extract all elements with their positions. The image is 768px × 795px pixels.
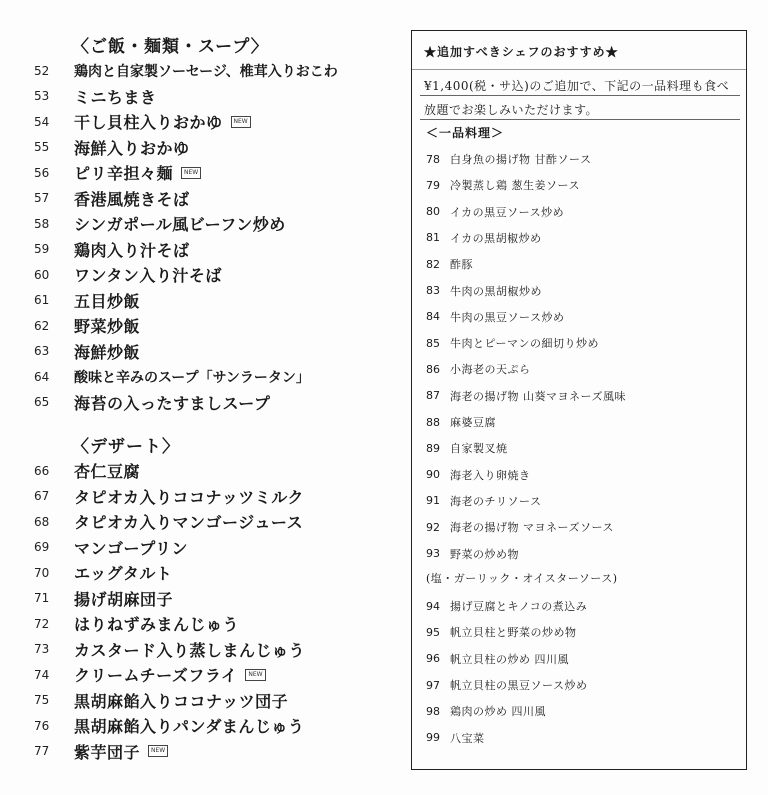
chef-item-row [426, 359, 531, 379]
menu-item-row [34, 186, 190, 211]
chef-item-number: 95 [426, 625, 440, 639]
menu-item-row [34, 611, 239, 636]
chef-item-row [426, 307, 564, 327]
menu-item-name: エッグタルト [74, 564, 173, 583]
chef-item-row [426, 491, 541, 511]
chef-item-row [426, 596, 587, 616]
chef-subheading-a-la-carte: ＜一品料理＞ [426, 126, 505, 140]
chef-item-row [426, 254, 473, 274]
chef-item-row [426, 649, 569, 669]
menu-item-number: 71 [34, 591, 50, 605]
menu-item-name: はりねずみまんじゅう [74, 615, 240, 634]
menu-item-row [34, 160, 201, 185]
new-badge: NEW [245, 669, 265, 681]
chef-item-number: 84 [426, 310, 440, 324]
chef-item-number: 82 [426, 257, 440, 271]
section-heading-dessert: 〈デザート〉 [72, 437, 180, 457]
chef-item-name: 帆立貝柱の黒豆ソース炒め [450, 679, 588, 692]
menu-item-name: カスタード入り蒸しまんじゅう [74, 640, 306, 660]
chef-item-number: 90 [426, 468, 440, 482]
menu-item-row [34, 288, 140, 313]
chef-item-name: 海老の揚げ物 マヨネーズソース [450, 521, 614, 535]
chef-item-name: 野菜の炒め物 [450, 547, 519, 561]
chef-item-row [426, 701, 546, 721]
chef-item-number: 88 [426, 415, 440, 429]
menu-item-name: 海鮮炒飯 [74, 342, 141, 362]
chef-item-row [426, 175, 580, 195]
menu-item-row [34, 560, 172, 585]
chef-desc-underline-2 [420, 119, 740, 120]
chef-item-name: 麻婆豆腐 [450, 416, 496, 429]
chef-item-number: 80 [426, 205, 440, 219]
chef-item-name: イカの黒胡椒炒め [450, 231, 542, 245]
menu-item-row [34, 484, 304, 509]
menu-item-number: 73 [34, 642, 50, 656]
menu-item-name: ピリ辛担々麺 [74, 164, 174, 183]
chef-item-number: 86 [426, 362, 440, 376]
menu-item-name: シンガポール風ビーフン炒め [74, 215, 286, 234]
menu-item-row [34, 586, 173, 611]
chef-item-row [426, 544, 519, 564]
chef-item-number: 83 [426, 284, 440, 297]
menu-item-name: 五目炒飯 [74, 291, 141, 311]
menu-item-number: 52 [34, 63, 50, 78]
chef-item-number: 85 [426, 336, 440, 350]
menu-item-number: 59 [34, 242, 50, 256]
chef-item-row [426, 438, 508, 458]
menu-item-number: 77 [34, 744, 50, 758]
chef-item-name: 牛肉の黒胡椒炒め [450, 284, 542, 298]
chef-item-row [426, 149, 591, 169]
menu-item-number: 74 [34, 667, 50, 682]
chef-item-name: 牛肉の黒豆ソース炒め [450, 310, 565, 324]
menu-item-row [34, 509, 303, 534]
section-heading-rice-noodles-soup: 〈ご飯・麺類・スープ〉 [72, 37, 269, 57]
chef-item-number: 87 [426, 389, 440, 403]
chef-item-name: 帆立貝柱の炒め 四川風 [450, 652, 569, 666]
chef-item-number: 98 [426, 704, 440, 718]
chef-desc-underline-1 [420, 95, 740, 96]
chef-recommendation-box [411, 30, 747, 770]
menu-item-name: マンゴープリン [74, 538, 189, 558]
menu-item-row [34, 84, 157, 109]
menu-item-number: 72 [34, 616, 50, 631]
chef-item-number: 92 [426, 520, 440, 534]
menu-item-row [34, 109, 251, 134]
chef-item-93-note: (塩・ガーリック・オイスターソース) [426, 571, 618, 585]
chef-item-number: 79 [426, 178, 440, 192]
menu-item-row [34, 662, 266, 687]
menu-item-name: ミニちまき [74, 87, 157, 107]
new-badge: NEW [231, 116, 251, 128]
menu-item-name: 杏仁豆腐 [74, 462, 141, 481]
menu-item-name: タピオカ入りマンゴージュース [74, 513, 304, 532]
chef-item-name: 海老の揚げ物 山葵マヨネーズ風味 [450, 389, 626, 403]
menu-item-name: 香港風焼きそば [74, 189, 190, 209]
menu-item-name: 紫芋団子 [74, 742, 141, 762]
menu-item-number: 55 [34, 140, 50, 154]
menu-item-name: 鶏肉と自家製ソーセージ、椎茸入りおこわ [74, 63, 338, 80]
menu-item-name: 野菜炒飯 [74, 317, 141, 336]
menu-item-row [34, 739, 168, 764]
menu-item-number: 69 [34, 540, 50, 554]
new-badge: NEW [181, 167, 201, 179]
chef-item-name: 冷製蒸し鶏 葱生姜ソース [450, 179, 580, 193]
chef-item-row [426, 386, 626, 406]
menu-item-row [34, 713, 304, 738]
chef-item-number: 93 [426, 547, 440, 560]
chef-item-number: 81 [426, 231, 440, 245]
chef-item-name: 鶏肉の炒め 四川風 [450, 705, 546, 719]
chef-desc-line2: 放題でお楽しみいただけます。 [424, 103, 599, 117]
menu-item-number: 64 [34, 369, 50, 384]
chef-item-number: 94 [426, 599, 440, 613]
menu-item-number: 63 [34, 344, 50, 358]
chef-item-row [426, 517, 614, 537]
menu-item-name: 海苔の入ったすましスープ [74, 393, 271, 413]
menu-item-row [34, 211, 286, 236]
menu-item-row [34, 390, 270, 415]
menu-item-number: 65 [34, 395, 50, 409]
chef-item-number: 91 [426, 494, 440, 508]
chef-item-row [426, 281, 542, 301]
menu-item-name: 鶏肉入り汁そば [74, 240, 190, 260]
menu-item-row [34, 313, 140, 338]
chef-item-number: 89 [426, 441, 440, 455]
menu-item-number: 76 [34, 718, 50, 733]
chef-item-name: 小海老の天ぷら [450, 363, 531, 377]
chef-item-name: 八宝菜 [450, 731, 485, 745]
menu-item-row [34, 688, 288, 713]
menu-item-row [34, 262, 222, 287]
menu-item-number: 67 [34, 489, 50, 503]
menu-item-number: 75 [34, 693, 50, 707]
menu-item-name: クリームチーズフライ [74, 666, 238, 685]
menu-item-name: タピオカ入りココナッツミルク [74, 487, 304, 507]
menu-item-row [34, 237, 190, 262]
new-badge: NEW [148, 745, 168, 757]
chef-item-name: 牛肉とピーマンの細切り炒め [450, 337, 600, 351]
menu-item-row [34, 135, 190, 160]
menu-item-name: 海鮮入りおかゆ [74, 138, 190, 158]
menu-item-number: 58 [34, 216, 50, 231]
menu-item-name: ワンタン入り汁そば [74, 266, 222, 285]
chef-item-row [426, 622, 577, 642]
menu-item-row [34, 637, 305, 662]
menu-item-number: 53 [34, 89, 50, 103]
menu-item-row [34, 458, 140, 483]
menu-item-name: 干し貝柱入りおかゆ [74, 113, 223, 132]
chef-item-name: 自家製叉焼 [450, 442, 508, 456]
menu-item-name: 黒胡麻餡入りパンダまんじゅう [74, 717, 305, 736]
chef-item-number: 78 [426, 152, 440, 166]
chef-desc-line1: ¥1,400(税・サ込)のご追加で、下記の一品料理も食べ [424, 79, 730, 93]
menu-item-number: 54 [34, 114, 50, 129]
chef-box-title: ★追加すべきシェフのおすすめ★ [424, 45, 619, 59]
chef-item-name: 酢豚 [450, 258, 473, 272]
chef-item-name: 揚げ豆腐とキノコの煮込み [450, 600, 588, 614]
chef-item-row [426, 465, 531, 485]
menu-item-number: 68 [34, 514, 50, 529]
chef-item-number: 99 [426, 731, 440, 745]
menu-item-row [34, 339, 140, 364]
menu-item-number: 56 [34, 165, 50, 180]
chef-item-row [426, 412, 496, 432]
chef-item-name: 海老のチリソース [450, 494, 542, 508]
menu-item-name: 揚げ胡麻団子 [74, 589, 174, 609]
menu-item-number: 66 [34, 463, 50, 478]
chef-item-name: 白身魚の揚げ物 甘酢ソース [450, 153, 592, 166]
menu-item-row [34, 364, 310, 389]
menu-item-name: 酸味と辛みのスープ「サンラータン」 [74, 369, 310, 386]
menu-item-row [34, 58, 338, 83]
chef-item-number: 96 [426, 652, 440, 666]
menu-item-number: 70 [34, 565, 50, 580]
chef-item-row [426, 728, 485, 748]
menu-item-number: 60 [34, 267, 50, 282]
menu-item-row [34, 535, 188, 560]
chef-item-number: 97 [426, 678, 440, 692]
chef-item-row [426, 202, 564, 222]
menu-item-number: 62 [34, 318, 50, 333]
menu-item-number: 57 [34, 191, 50, 205]
chef-item-row [426, 675, 587, 695]
menu-item-name: 黒胡麻餡入りココナッツ団子 [74, 691, 289, 711]
chef-item-name: 海老入り卵焼き [450, 468, 531, 482]
chef-title-divider [412, 69, 746, 70]
menu-item-number: 61 [34, 293, 50, 307]
chef-item-row [426, 228, 542, 248]
chef-item-name: イカの黒豆ソース炒め [450, 205, 565, 219]
chef-item-row [426, 333, 599, 353]
chef-item-name: 帆立貝柱と野菜の炒め物 [450, 626, 577, 640]
